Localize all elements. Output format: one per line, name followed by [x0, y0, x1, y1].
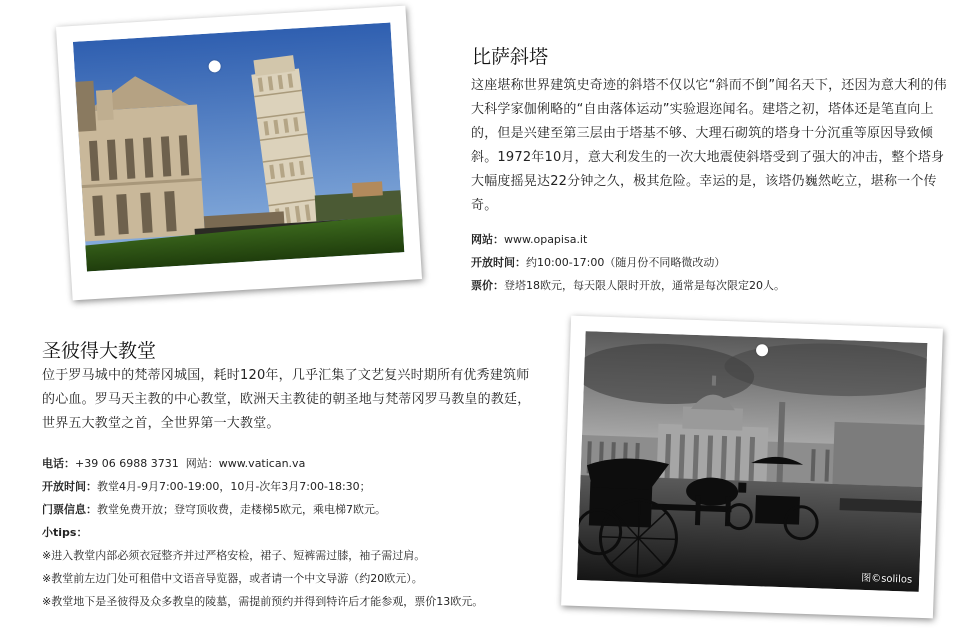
vatican-contact-row: [42, 452, 483, 475]
vatican-hours-row: [42, 475, 483, 498]
pisa-hours: 约10:00-17:00（随月份不同略微改动）: [526, 256, 726, 269]
pisa-title: 比萨斜塔: [472, 46, 549, 68]
vatican-tip: ※进入教堂内部必须衣冠整齐并过严格安检，裙子、短裤需过膝，袖子需过肩。: [42, 549, 426, 562]
pisa-info: [471, 228, 785, 297]
pisa-hours-row: [471, 251, 785, 274]
vatican-phone-label: 电话：: [42, 457, 75, 470]
vatican-hours: 教堂4月-9月7:00-19:00，10月-次年3月7:00-18:30；: [97, 480, 371, 493]
vatican-website-link[interactable]: www.vatican.va: [218, 457, 306, 470]
vatican-tips-label: 小tips：: [42, 526, 88, 539]
vatican-title: 圣彼得大教堂: [42, 340, 157, 362]
pisa-photo-frame: [56, 6, 422, 301]
vatican-info: [42, 452, 483, 613]
pisa-description: 这座堪称世界建筑史奇迹的斜塔不仅以它“斜而不倒”闻名天下，还因为意大利的伟大科学家伽俐略的“自由落体运动”实验遐迩闻名。建塔之初，塔体还是笔直向上的，但是兴建至第三层由于塔基不够、大理石砌筑的塔身十分沉重等原因导致倾斜。1972年10月，意大利发生的一次大地震使斜塔受到了强大的冲击，整个塔身大幅度摇晃达22分钟之久，极其危险。幸运的是，该塔仍巍然屹立，堪称一个传奇。: [471, 78, 947, 213]
st-peters-square-photo: [577, 331, 927, 592]
photo-credit: 图©solilos: [860, 572, 913, 586]
vatican-hours-label: 开放时间：: [42, 480, 97, 493]
vatican-phone: +39 06 6988 3731: [75, 457, 179, 470]
vatican-description: 位于罗马城中的梵蒂冈城国，耗时120年，几乎汇集了文艺复兴时期所有优秀建筑师的心血。罗马天主教的中心教堂，欧洲天主教徒的朝圣地与梵蒂冈罗马教皇的教廷，世界五大教堂之首，全世界第一大教堂。: [42, 368, 531, 431]
vatican-ticket-row: [42, 498, 483, 521]
vatican-ticket: 教堂免费开放；登穹顶收费，走楼梯5欧元，乘电梯7欧元。: [97, 503, 386, 516]
pisa-hours-label: 开放时间：: [471, 256, 526, 269]
pisa-tower-photo: [73, 23, 404, 272]
vatican-website-label: 网站：: [185, 457, 219, 470]
vatican-ticket-label: 门票信息：: [42, 503, 97, 516]
vatican-photo-frame: [561, 316, 943, 619]
vatican-tip: ※教堂地下是圣彼得及众多教皇的陵墓，需提前预约并得到特许后才能参观，票价13欧元。: [42, 595, 484, 608]
pisa-website-label: 网站：: [471, 233, 504, 246]
pisa-ticket-row: [471, 274, 785, 297]
pisa-website-link[interactable]: www.opapisa.it: [504, 233, 588, 246]
vatican-tip: ※教堂前左边门处可租借中文语音导览器，或者请一个中文导游（约20欧元）。: [42, 572, 423, 585]
pisa-ticket: 登塔18欧元，每天限人限时开放，通常是每次限定20人。: [504, 279, 785, 292]
pisa-website-row: [471, 228, 785, 251]
pisa-ticket-label: 票价：: [471, 279, 504, 292]
